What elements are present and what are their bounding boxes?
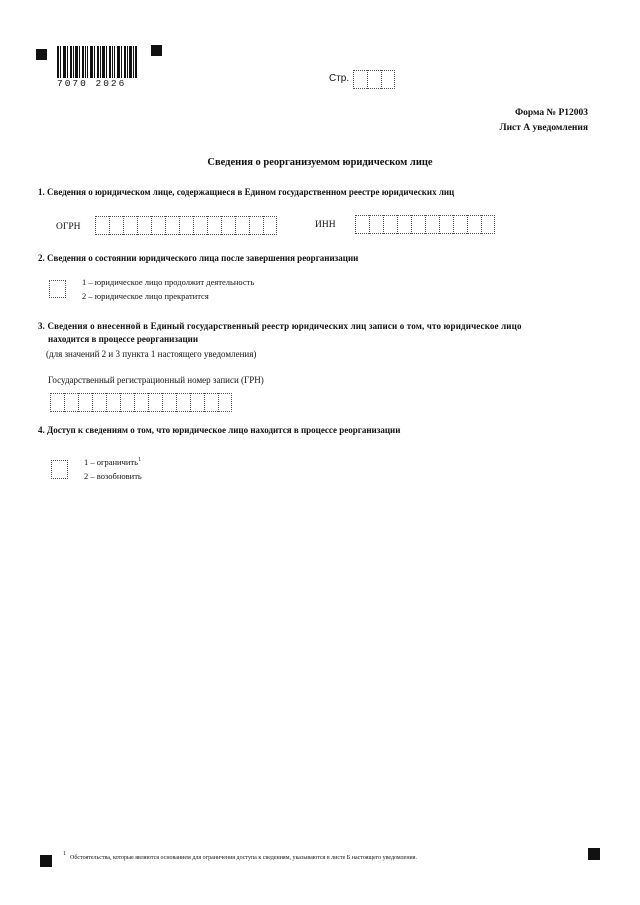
access-option2: 2 – возобновить <box>84 471 142 481</box>
inn-input[interactable] <box>355 215 495 234</box>
inn-label: ИНН <box>315 220 336 230</box>
registration-mark-top-left <box>36 49 47 60</box>
registration-mark-top-right <box>151 45 162 56</box>
grn-label: Государственный регистрационный номер записи (ГРН) <box>48 375 264 385</box>
section3-heading-line1: 3. Сведения о внесенной в Единый государственный реестр юридических лиц записи о том, что юридическое лицо <box>38 321 522 331</box>
section4-heading: 4. Доступ к сведениям о том, что юридическое лицо находится в процессе реорганизации <box>38 425 401 435</box>
access-checkbox[interactable] <box>51 460 68 479</box>
section3-note: (для значений 2 и 3 пункта 1 настоящего уведомления) <box>46 349 257 359</box>
footnote-text: Обстоятельства, которые являются основанием для ограничения доступа к сведениям, указываются в листе Б настоящего уведомления. <box>70 855 418 861</box>
sheet-label: Лист А уведомления <box>499 123 588 133</box>
registration-mark-bottom-right <box>588 848 600 860</box>
reorg-state-checkbox[interactable] <box>49 280 66 298</box>
footnote-marker: 1 <box>63 851 66 857</box>
section3-heading-line2: находится в процессе реорганизации <box>48 334 199 344</box>
barcode-number: 7070 2026 <box>57 78 127 89</box>
reorg-state-option1: 1 – юридическое лицо продолжит деятельность <box>82 277 255 287</box>
form-number: Форма № Р12003 <box>514 108 588 118</box>
barcode <box>57 46 137 78</box>
page-label: Стр. <box>329 73 350 84</box>
form-info <box>500 106 589 136</box>
access-option1-footnote-ref: 1 <box>138 457 142 464</box>
access-option1-label: 1 – ограничить <box>84 457 139 467</box>
access-option1 <box>84 457 141 467</box>
registration-mark-bottom-left <box>40 855 52 867</box>
ogrn-input[interactable] <box>95 216 277 235</box>
grn-input[interactable] <box>50 393 232 412</box>
page-title: Сведения о реорганизуемом юридическом лице <box>207 157 433 168</box>
section1-heading: 1. Сведения о юридическом лице, содержащиеся в Едином государственном реестре юридических лиц <box>38 187 455 197</box>
section2-heading: 2. Сведения о состоянии юридического лица после завершения реорганизации <box>38 253 359 263</box>
reorg-state-option2: 2 – юридическое лицо прекратится <box>82 291 209 301</box>
ogrn-label: ОГРН <box>56 222 81 232</box>
page-number-cells[interactable] <box>353 70 395 89</box>
